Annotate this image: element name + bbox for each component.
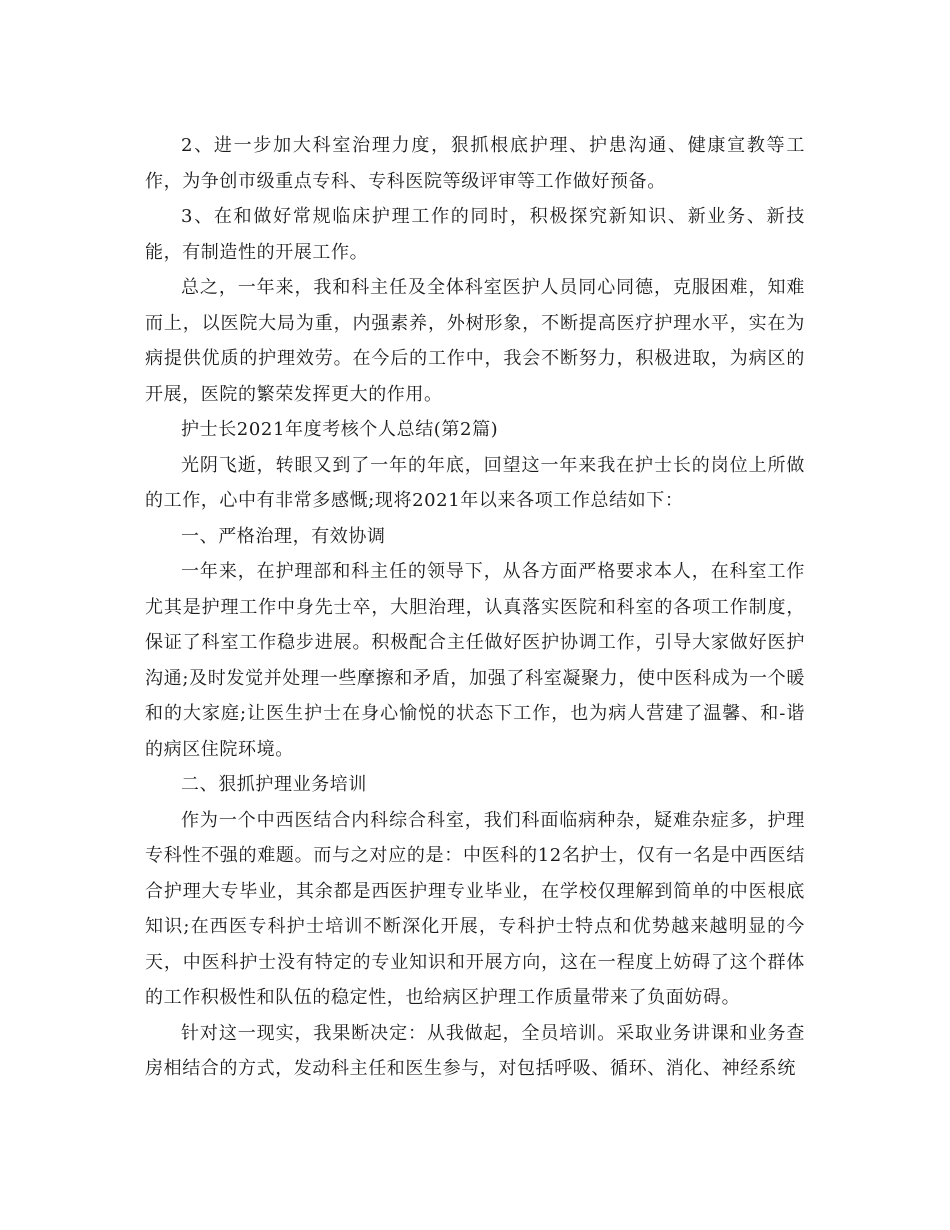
section-1-paragraph: 一年来，在护理部和科主任的领导下，从各方面严格要求本人，在科室工作尤其是护理工作中身先士卒，大胆治理，认真落实医院和科室的各项工作制度，保证了科室工作稳步进展。积极配合主任做好医护协调工作，引导大家做好医护沟通;及时发觉并处理一些摩擦和矛盾，加强了科室凝聚力，使中医科成为一个暖和的大家庭;让医生护士在身心愉悦的状态下工作，也为病人营建了温馨、和-谐的病区住院环境。 [145, 561, 805, 760]
intro-paragraph: 光阴飞逝，转眼又到了一年的年底，回望这一年来我在护士长的岗位上所做的工作，心中有非常多感慨;现将2021年以来各项工作总结如下： [145, 454, 805, 511]
section-heading-2: 二、狠抓护理业务培训 [181, 774, 367, 795]
article-title: 护士长2021年度考核个人总结(第2篇) [181, 419, 499, 440]
section-2-paragraph-continued: 针对这一现实，我果断决定：从我做起，全员培训。采取业务讲课和业务查房相结合的方式，发动科主任和医生参与，对包括呼吸、循环、消化、神经系统 [145, 1022, 805, 1079]
section-heading-1: 一、严格治理，有效协调 [181, 525, 386, 547]
paragraph-item-3: 3、在和做好常规临床护理工作的同时，积极探究新知识、新业务、新技能，有制造性的开展工作。 [145, 206, 805, 263]
paragraph-item-2: 2、进一步加大科室治理力度，狠抓根底护理、护患沟通、健康宣教等工作，为争创市级重点专科、专科医院等级评审等工作做好预备。 [145, 135, 805, 192]
section-2-paragraph: 作为一个中西医结合内科综合科室，我们科面临病种杂，疑难杂症多，护理专科性不强的难题。而与之对应的是：中医科的12名护士，仅有一名是中西医结合护理大专毕业，其余都是西医护理专业毕业，在学校仅理解到简单的中医根底知识;在西医专科护士培训不断深化开展，专科护士特点和优势越来越明显的今天，中医科护士没有特定的专业知识和开展方向，这在一程度上妨碍了这个群体的工作积极性和队伍的稳定性，也给病区护理工作质量带来了负面妨碍。 [145, 809, 805, 1008]
document-body [145, 128, 805, 1087]
summary-paragraph: 总之，一年来，我和科主任及全体科室医护人员同心同德，克服困难，知难而上，以医院大局为重，内强素养，外树形象，不断提高医疗护理水平，实在为病提供优质的护理效劳。在今后的工作中，我会不断努力，积极进取，为病区的开展，医院的繁荣发挥更大的作用。 [145, 277, 805, 405]
